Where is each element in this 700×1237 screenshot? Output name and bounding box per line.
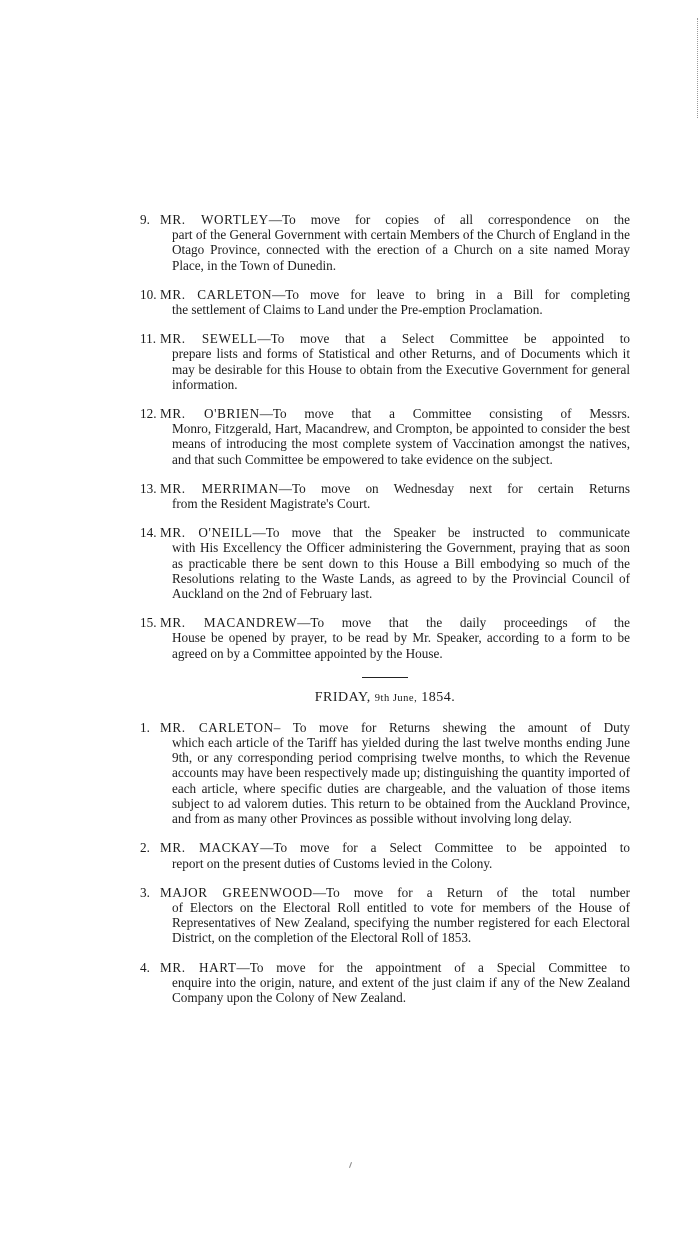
motion-4 <box>140 960 630 1006</box>
order-paper-content <box>140 212 630 1005</box>
section-divider <box>362 677 408 678</box>
motion-text: report on the present duties of Customs levied in the Colony. <box>172 855 493 871</box>
stray-mark <box>349 1162 352 1168</box>
motion-11 <box>140 331 630 392</box>
motion-member: MR. MACANDREW <box>160 615 298 631</box>
motion-text: enquire into the origin, nature, and extent of the just claim if any of the New Zealand Company upon the Colony of New Zealand. <box>172 974 630 1005</box>
motion-2 <box>140 840 630 870</box>
motion-first-line: —To move that a Select Committee be appointed to <box>257 331 630 347</box>
motion-10 <box>140 287 630 317</box>
motion-number: 9. <box>140 212 150 227</box>
motion-text: prepare lists and forms of Statistical and other Returns, and of Documents which it may be desirable for this House to obtain from the Executive Government for general information. <box>172 346 630 392</box>
page-edge-mark <box>694 18 698 118</box>
heading-day: FRIDAY, <box>314 689 371 705</box>
motion-number: 13. <box>140 480 157 496</box>
motion-1 <box>140 720 630 826</box>
motion-member: MR. SEWELL <box>160 331 258 347</box>
motion-member: MR. HART <box>160 959 237 975</box>
motion-member: MR. CARLETON <box>160 286 273 302</box>
heading-date: 9th June, <box>374 692 418 704</box>
heading-year: 1854. <box>421 689 456 705</box>
motion-text: the settlement of Claims to Land under the Pre-emption Proclamation. <box>172 302 543 318</box>
motion-number: 10. <box>140 286 157 302</box>
motion-first-line: —To move that a Committee consisting of Messrs. <box>259 406 630 422</box>
motion-number: 15. <box>140 615 157 631</box>
motion-first-line: —To move that the daily proceedings of the <box>297 615 630 631</box>
motion-text: which each article of the Tariff has yielded during the last twelve months ending June 9th, or any corresponding period comprising twelve months, to which the Revenue accounts may have been respectively made up; distinguishing the quantity imported of each article, where specific duties are chargeable, and the valuation of those items subject to ad valorem duties. This return to be obtained from the Auckland Province, and from as many other Provinces as possible without involving long delay. <box>172 735 630 827</box>
motion-text: of Electors on the Electoral Roll entitled to vote for members of the House of Representatives of New Zealand, specifying the number registered for each Electoral District, on the completion of the Electoral Roll of 1853. <box>172 899 630 946</box>
motion-text: with His Excellency the Officer administering the Government, praying that as soon as practicable there be sent down to this House a Bill embodying so much of the Resolutions relating to the Waste Lands, as agreed to by the Provincial Council of Auckland on the 2nd of February last. <box>172 540 630 602</box>
motion-first-line: —To move for a Select Committee to be appointed to <box>260 840 630 856</box>
motion-number: 14. <box>140 525 157 541</box>
motion-number: 3. <box>140 884 150 900</box>
motion-first-line: —To move for leave to bring in a Bill for completing <box>272 286 631 302</box>
motion-3 <box>140 885 630 946</box>
motion-number: 1. <box>140 719 150 735</box>
motion-member: MR. CARLETON <box>160 719 274 735</box>
motion-member: MR. WORTLEY <box>160 212 269 227</box>
day-heading <box>140 690 630 706</box>
motion-number: 11. <box>140 331 156 347</box>
motion-first-line: —To move for a Return of the total number <box>312 884 630 900</box>
motion-member: MR. O'BRIEN <box>160 406 260 422</box>
motion-first-line: —To move for the appointment of a Special Committee to <box>236 959 630 975</box>
motion-14 <box>140 525 630 601</box>
motion-member: MAJOR GREENWOOD <box>160 884 313 900</box>
motion-text: from the Resident Magistrate's Court. <box>172 496 371 512</box>
motion-member: MR. MACKAY <box>160 840 261 856</box>
motion-text: Monro, Fitzgerald, Hart, Macandrew, and Crompton, be appointed to consider the best means of introducing the most complete system of Vaccination amongst the natives, and that such Committee be empowered to take evidence on the subject. <box>172 421 630 467</box>
motion-text: part of the General Government with certain Members of the Church of England in the Otago Province, connected with the erection of a Church on a site named Moray Place, in the Town of Dunedin. <box>172 227 630 273</box>
motion-12 <box>140 406 630 467</box>
motion-first-line: —To move that the Speaker be instructed to communicate <box>252 525 630 541</box>
motion-number: 4. <box>140 959 150 975</box>
motion-number: 2. <box>140 840 150 856</box>
motion-text: House be opened by prayer, to be read by Mr. Speaker, according to a form to be agreed on by a Committee appointed by the House. <box>172 630 630 661</box>
motion-15 <box>140 615 630 661</box>
motion-member: MR. O'NEILL <box>160 525 253 541</box>
motion-member: MR. MERRIMAN <box>160 480 279 496</box>
motion-13 <box>140 481 630 511</box>
motion-first-line: —To move on Wednesday next for certain Returns <box>278 480 630 496</box>
motion-first-line: – To move for Returns shewing the amount of Duty <box>273 719 631 735</box>
motion-first-line: —To move for copies of all correspondence on the <box>268 212 630 227</box>
motion-number: 12. <box>140 406 157 422</box>
motion-9 <box>140 212 630 273</box>
